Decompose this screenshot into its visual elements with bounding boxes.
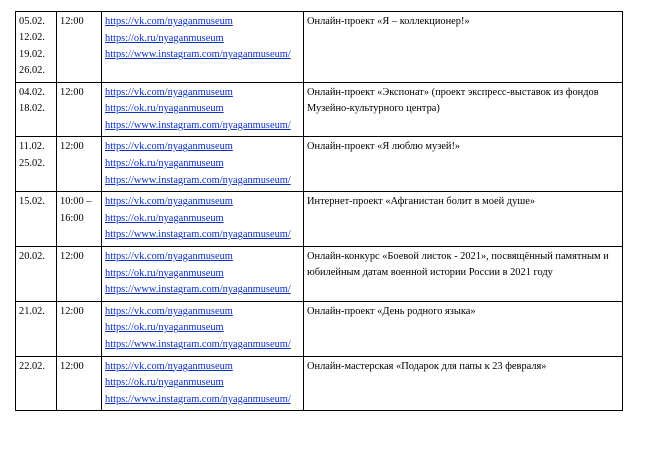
vk-link[interactable]: https://vk.com/nyaganmuseum — [105, 360, 233, 372]
table-row — [16, 356, 623, 411]
event-date: 15.02. — [19, 196, 45, 208]
instagram-link[interactable]: https://www.instagram.com/nyaganmuseum/ — [105, 119, 291, 131]
event-time: 12:00 — [60, 305, 84, 317]
schedule-table — [15, 11, 623, 411]
table-row — [16, 82, 623, 137]
vk-link[interactable]: https://vk.com/nyaganmuseum — [105, 16, 233, 27]
time-cell — [57, 137, 102, 192]
event-description: Онлайн-проект «Я – коллекционер!» — [304, 12, 623, 83]
event-date: 26.02. — [19, 65, 45, 77]
time-cell — [57, 301, 102, 356]
vk-link[interactable]: https://vk.com/nyaganmuseum — [105, 250, 233, 262]
links-cell — [102, 356, 304, 411]
event-description: Онлайн-конкурс «Боевой листок - 2021», посвящённый памятным и юбилейным датам военной истории России в 2021 году — [304, 246, 623, 301]
time-cell — [57, 82, 102, 137]
vk-link[interactable]: https://vk.com/nyaganmuseum — [105, 86, 233, 98]
event-description: Онлайн-проект «Экспонат» (проект экспресс-выставок из фондов Музейно-культурного центра) — [304, 82, 623, 137]
date-cell — [16, 82, 57, 137]
date-cell — [16, 301, 57, 356]
links-cell — [102, 137, 304, 192]
date-cell — [16, 137, 57, 192]
ok-link[interactable]: https://ok.ru/nyaganmuseum — [105, 103, 224, 115]
table-row — [16, 246, 623, 301]
time-cell — [57, 192, 102, 247]
ok-link[interactable]: https://ok.ru/nyaganmuseum — [105, 377, 224, 389]
event-description: Интернет-проект «Афганистан болит в моей душе» — [304, 192, 623, 247]
instagram-link[interactable]: https://www.instagram.com/nyaganmuseum/ — [105, 49, 291, 61]
event-description: Онлайн-проект «Я люблю музей!» — [304, 137, 623, 192]
ok-link[interactable]: https://ok.ru/nyaganmuseum — [105, 158, 224, 169]
time-cell — [57, 12, 102, 83]
time-cell — [57, 246, 102, 301]
instagram-link[interactable]: https://www.instagram.com/nyaganmuseum/ — [105, 338, 291, 350]
event-time: 10:00 – — [60, 196, 92, 208]
event-date: 19.02. — [19, 48, 45, 60]
event-date: 21.02. — [19, 305, 45, 317]
vk-link[interactable]: https://vk.com/nyaganmuseum — [105, 305, 233, 317]
instagram-link[interactable]: https://www.instagram.com/nyaganmuseum/ — [105, 229, 291, 241]
event-time: 12:00 — [60, 141, 84, 153]
instagram-link[interactable]: https://www.instagram.com/nyaganmuseum/ — [105, 393, 291, 405]
ok-link[interactable]: https://ok.ru/nyaganmuseum — [105, 212, 224, 224]
date-cell — [16, 192, 57, 247]
ok-link[interactable]: https://ok.ru/nyaganmuseum — [105, 322, 224, 334]
event-date: 11.02. — [19, 141, 45, 153]
links-cell — [102, 192, 304, 247]
links-cell — [102, 246, 304, 301]
event-date: 18.02. — [19, 103, 45, 115]
event-date: 25.02. — [19, 157, 45, 169]
table-row — [16, 192, 623, 247]
event-description: Онлайн-мастерская «Подарок для папы к 23 февраля» — [304, 356, 623, 411]
ok-link[interactable]: https://ok.ru/nyaganmuseum — [105, 32, 224, 44]
instagram-link[interactable]: https://www.instagram.com/nyaganmuseum/ — [105, 284, 291, 296]
date-cell — [16, 356, 57, 411]
event-time: 12:00 — [60, 250, 84, 262]
time-cell — [57, 356, 102, 411]
event-time: 12:00 — [60, 16, 84, 27]
links-cell — [102, 301, 304, 356]
event-date: 04.02. — [19, 86, 45, 98]
event-date: 20.02. — [19, 250, 45, 262]
date-cell — [16, 246, 57, 301]
links-cell — [102, 12, 304, 83]
schedule-body — [16, 12, 623, 411]
event-time: 12:00 — [60, 360, 84, 372]
event-time: 16:00 — [60, 212, 84, 224]
date-cell — [16, 12, 57, 83]
event-date: 22.02. — [19, 360, 45, 372]
ok-link[interactable]: https://ok.ru/nyaganmuseum — [105, 267, 224, 279]
event-description: Онлайн-проект «День родного языка» — [304, 301, 623, 356]
table-row — [16, 137, 623, 192]
event-time: 12:00 — [60, 86, 84, 98]
instagram-link[interactable]: https://www.instagram.com/nyaganmuseum/ — [105, 174, 291, 186]
vk-link[interactable]: https://vk.com/nyaganmuseum — [105, 141, 233, 153]
table-row — [16, 301, 623, 356]
event-date: 05.02. — [19, 16, 45, 27]
vk-link[interactable]: https://vk.com/nyaganmuseum — [105, 196, 233, 208]
table-row — [16, 12, 623, 83]
event-date: 12.02. — [19, 32, 45, 44]
links-cell — [102, 82, 304, 137]
